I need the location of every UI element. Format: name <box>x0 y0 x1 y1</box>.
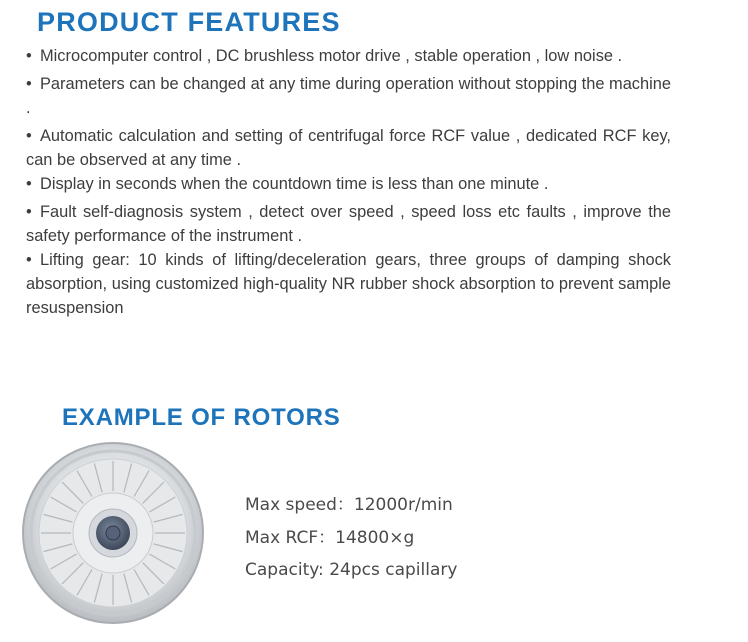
product-features-heading: PRODUCT FEATURES <box>37 7 341 37</box>
capacity-row <box>245 554 457 587</box>
rotor-specs <box>245 489 457 587</box>
feature-item <box>26 44 671 68</box>
max-speed-value: 12000r/min <box>353 495 453 515</box>
feature-item <box>26 172 671 196</box>
max-rcf-row <box>245 522 457 555</box>
feature-text: Microcomputer control , DC brushless motor drive , stable operation , low noise . <box>40 47 623 65</box>
feature-item <box>26 72 671 120</box>
bullet-icon: • <box>26 251 32 269</box>
feature-item <box>26 248 671 320</box>
feature-text: Lifting gear: 10 kinds of lifting/deceleration gears, three groups of damping shock absorption, using customized high-quality NR rubber shock absorption to prevent sample resuspension <box>26 251 671 317</box>
feature-text: Fault self-diagnosis system , detect over speed , speed loss etc faults , improve the safety performance of the instrument . <box>26 203 671 245</box>
max-speed-row <box>245 489 457 522</box>
bullet-icon: • <box>26 175 32 193</box>
feature-item <box>26 124 671 172</box>
feature-text: Automatic calculation and setting of centrifugal force RCF value , dedicated RCF key, can be observed at any time . <box>26 127 671 169</box>
bullet-icon: • <box>26 47 32 65</box>
capacity-label: Capacity: <box>245 560 324 580</box>
rotor-image <box>20 440 206 626</box>
max-speed-label: Max speed： <box>245 495 354 515</box>
feature-item <box>26 200 671 248</box>
feature-text: Display in seconds when the countdown time is less than one minute . <box>40 175 549 193</box>
bullet-icon: • <box>26 127 32 145</box>
feature-text: Parameters can be changed at any time during operation without stopping the machine . <box>26 75 671 117</box>
max-rcf-value: 14800×g <box>335 527 415 548</box>
capacity-value: 24pcs capillary <box>329 560 458 580</box>
features-list <box>26 44 671 320</box>
bullet-icon: • <box>26 75 32 93</box>
example-of-rotors-heading: EXAMPLE OF ROTORS <box>62 404 341 431</box>
max-rcf-label: Max RCF： <box>245 527 336 548</box>
bullet-icon: • <box>26 203 32 221</box>
